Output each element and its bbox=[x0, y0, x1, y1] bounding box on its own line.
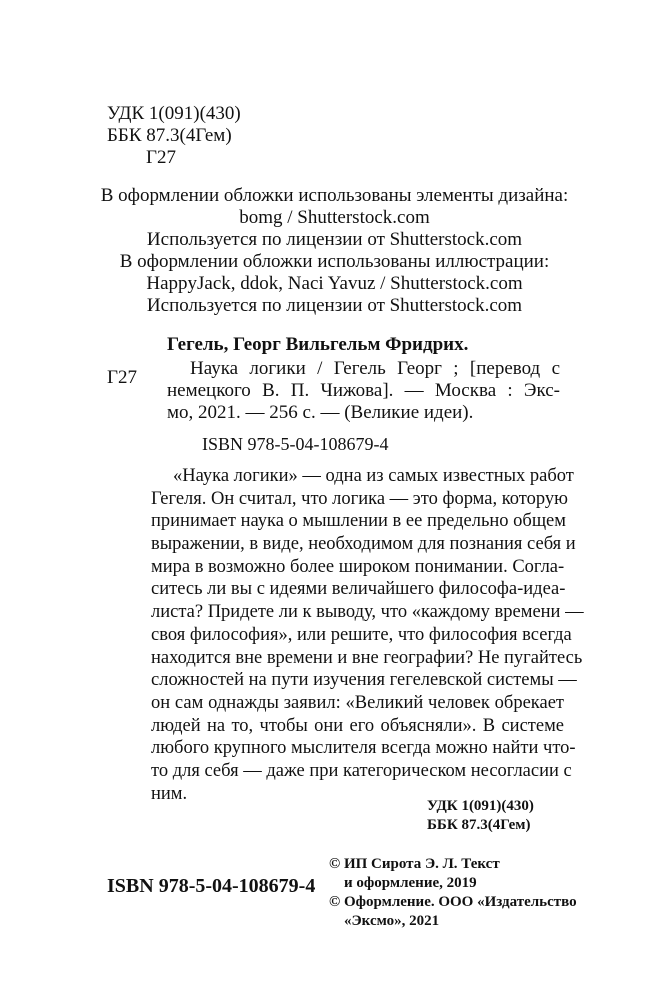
copyright-line: «Эксмо», 2021 bbox=[344, 913, 440, 929]
author-mark-top: Г27 bbox=[146, 147, 176, 168]
annotation-line: он сам однажды заявил: «Великий человек обрекает bbox=[151, 692, 564, 713]
udk-code: УДК 1(091)(430) bbox=[107, 103, 241, 124]
annotation-line: находится вне времени и вне географии? Не пугайтесь bbox=[151, 647, 583, 668]
annotation-line: то для себя — даже при категорическом несогласии с bbox=[151, 760, 572, 781]
annotation-line: принимает наука о мышлении в ее предельно общем bbox=[151, 511, 566, 532]
annotation-text bbox=[151, 465, 584, 805]
description-line: немецкого В. П. Чижова]. — Москва : Экс- bbox=[167, 380, 560, 401]
annotation-line: листа? Придете ли к выводу, что «каждому времени — bbox=[151, 602, 584, 623]
catalog-description bbox=[167, 358, 560, 424]
copyright-line: и оформление, 2019 bbox=[344, 875, 477, 891]
footer-bbk: ББК 87.3(4Гем) bbox=[427, 817, 531, 833]
description-line: мо, 2021. — 256 с. — (Великие идеи). bbox=[167, 402, 474, 423]
annotation-line: своя философия», или решите, что философия всегда bbox=[151, 624, 572, 645]
annotation-line: людей на то, чтобы они его объясняли». В системе bbox=[151, 715, 564, 736]
annotation-line: Гегеля. Он считал, что логика — это форма, которую bbox=[151, 488, 568, 509]
description-line: Наука логики / Гегель Георг ; [перевод с bbox=[190, 358, 560, 379]
credit-line: Используется по лицензии от Shutterstock.com bbox=[146, 229, 523, 250]
annotation-line: ним. bbox=[151, 783, 188, 804]
footer-udk: УДК 1(091)(430) bbox=[427, 798, 534, 814]
annotation-line: сложностей на пути изучения гегелевской системы — bbox=[151, 670, 577, 691]
bbk-code: ББК 87.3(4Гем) bbox=[107, 125, 232, 146]
annotation-line: выражении, в виде, необходимом для познания себя и bbox=[151, 534, 576, 555]
credit-line: bomg / Shutterstock.com bbox=[239, 207, 430, 228]
author-mark: Г27 bbox=[107, 367, 137, 388]
annotation-line: мира в возможно более широком понимании. Согла- bbox=[151, 556, 565, 577]
footer-isbn: ISBN 978-5-04-108679-4 bbox=[107, 875, 316, 897]
copyright-line: © Оформление. ООО «Издательство bbox=[329, 894, 577, 910]
credit-line: В оформлении обложки использованы элементы дизайна: bbox=[100, 185, 569, 206]
annotation-line: ситесь ли вы с идеями величайшего философа-идеа- bbox=[151, 579, 566, 600]
author-heading: Гегель, Георг Вильгельм Фридрих. bbox=[167, 334, 469, 355]
catalog-isbn: ISBN 978-5-04-108679-4 bbox=[202, 434, 389, 454]
copyright-line: © ИП Сирота Э. Л. Текст bbox=[329, 856, 500, 872]
annotation-line: «Наука логики» — одна из самых известных работ bbox=[173, 466, 574, 486]
credit-line: В оформлении обложки использованы иллюстрации: bbox=[119, 251, 550, 272]
credit-line: Используется по лицензии от Shutterstock.com bbox=[146, 295, 523, 316]
annotation-line: любого крупного мыслителя всегда можно найти что- bbox=[151, 738, 576, 759]
credit-line: HappyJack, ddok, Naci Yavuz / Shutterstock.com bbox=[146, 273, 523, 294]
